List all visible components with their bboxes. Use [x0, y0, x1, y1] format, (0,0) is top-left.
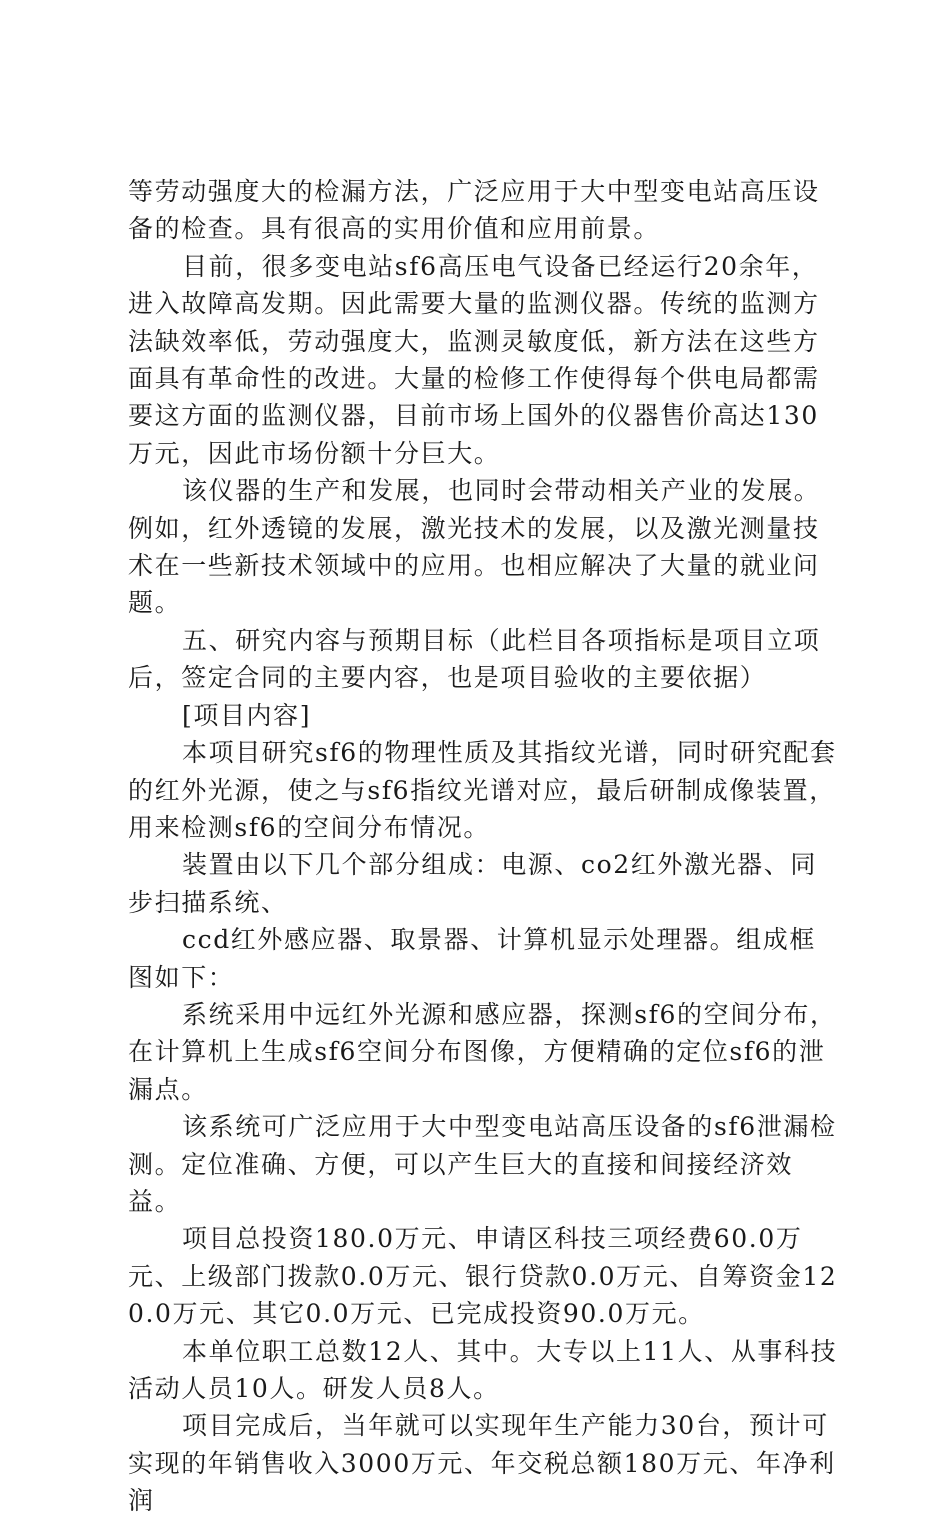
- paragraph-application: 该系统可广泛应用于大中型变电站高压设备的sf6泄漏检测。定位准确、方便，可以产生巨大的直接和间接经济效益。: [128, 1112, 837, 1216]
- paragraph-staff: 本单位职工总数12人、其中。大专以上11人、从事科技活动人员10人。研发人员8人。: [128, 1336, 838, 1403]
- subheading-project-content: [项目内容]: [182, 700, 312, 730]
- paragraph-device-components: 装置由以下几个部分组成：电源、co2红外激光器、同步扫描系统、: [128, 850, 817, 917]
- paragraph-investment: 项目总投资180.0万元、申请区科技三项经费60.0万元、上级部门拨款0.0万元、银行贷款0.0万元、自筹资金120.0万元、其它0.0万元、已完成投资90.0万元。: [128, 1224, 838, 1329]
- section-heading-research-goals: 五、研究内容与预期目标（此栏目各项指标是项目立项后，签定合同的主要内容，也是项目验收的主要依据）: [128, 625, 821, 693]
- paragraph-continuation: 等劳动强度大的检漏方法，广泛应用于大中型变电站高压设备的检查。具有很高的实用价值和应用前景。: [128, 177, 820, 244]
- paragraph-expected-output: 项目完成后，当年就可以实现年生产能力30台，预计可实现的年销售收入3000万元、年交税总额180万元、年净利润: [128, 1411, 836, 1516]
- paragraph-industry-impact: 该仪器的生产和发展，也同时会带动相关产业的发展。例如，红外透镜的发展，激光技术的发展，以及激光测量技术在一些新技术领域中的应用。也相应解决了大量的就业问题。: [128, 476, 821, 618]
- document-body: [128, 173, 838, 1520]
- paragraph-device-components-cont: ccd红外感应器、取景器、计算机显示处理器。组成框图如下：: [128, 925, 817, 992]
- paragraph-research-scope: 本项目研究sf6的物理性质及其指纹光谱，同时研究配套的红外光源，使之与sf6指纹光谱对应，最后研制成像装置，用来检测sf6的空间分布情况。: [128, 738, 837, 842]
- paragraph-system-description: 系统采用中远红外光源和感应器，探测sf6的空间分布，在计算机上生成sf6空间分布图像，方便精确的定位sf6的泄漏点。: [128, 999, 837, 1104]
- paragraph-current-situation: 目前，很多变电站sf6高压电气设备已经运行20余年，进入故障高发期。因此需要大量的监测仪器。传统的监测方法缺效率低，劳动强度大，监测灵敏度低，新方法在这些方面具有革命性的改进。大量的检修工作使得每个供电局都需要这方面的监测仪器，目前市场上国外的仪器售价高达130万元，因此市场份额十分巨大。: [128, 251, 820, 468]
